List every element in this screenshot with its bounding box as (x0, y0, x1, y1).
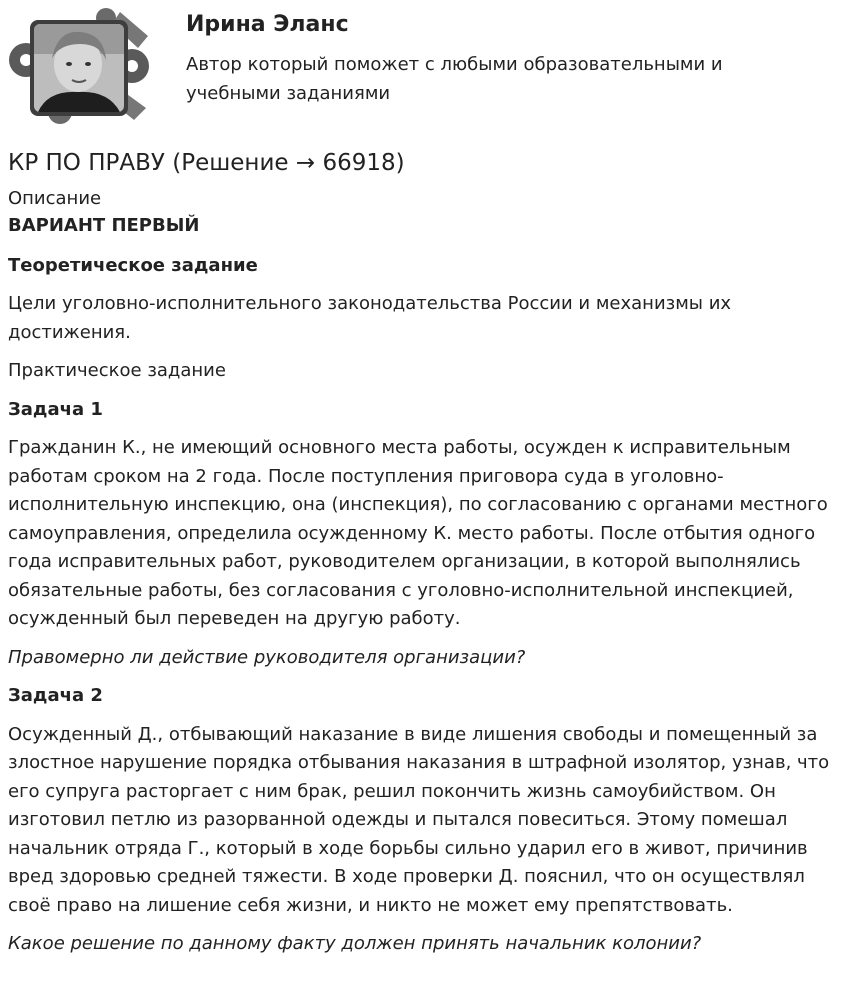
variant-heading: ВАРИАНТ ПЕРВЫЙ (8, 215, 200, 236)
author-header (0, 0, 847, 135)
author-avatar (8, 8, 150, 126)
task2-question: Какое решение по данному факту должен принять начальник колонии? (8, 933, 702, 954)
task2-text: Осужденный Д., отбывающий наказание в виде лишения свободы и помещенный за злостное нарушение порядка отбывания наказания в штрафной изолятор, узнав, что его супруга расторгает с ним брак, решил покончить жизнь самоубийством. Он изготовил петлю из разорванной одежды и пытался повеситься. Этому помешал начальник отряда Г., который в ходе борьбы сильно ударил его в живот, причинив вред здоровью средней тяжести. В ходе проверки Д. пояснил, что он осуществлял своё право на лишение себя жизни, и никто не может ему препятствовать. (8, 723, 830, 916)
practice-heading: Практическое задание (8, 360, 226, 381)
task1-question: Правомерно ли действие руководителя организации? (8, 646, 526, 668)
task1-heading: Задача 1 (8, 398, 103, 420)
task1-text: Гражданин К., не имеющий основного места работы, осужден к исправительным работам сроком на 2 года. После поступления приговора суда в уголовно-исполнительную инспекцию, она (инспекция), по согласованию с органами местного самоуправления, определила осужденному К. место работы. После отбытия одного года исправительных работ, руководителем организации, в которой выполнялись обязательные работы, без согласования с уголовно-исполнительной инспекцией, осужденный был переведен на другую работу. (8, 437, 828, 629)
document-title: КР ПО ПРАВУ (Решение → 66918) (8, 150, 405, 176)
author-description: Автор который поможет с любыми образовательными и учебными заданиями (186, 54, 723, 104)
theory-text: Цели уголовно-исполнительного законодательства России и механизмы их достижения. (8, 293, 732, 343)
task2-heading: Задача 2 (8, 685, 103, 706)
document-content (8, 146, 840, 959)
description-label: Описание (8, 188, 102, 209)
author-name: Ирина Эланс (186, 12, 349, 37)
theory-heading: Теоретическое задание (8, 254, 258, 276)
